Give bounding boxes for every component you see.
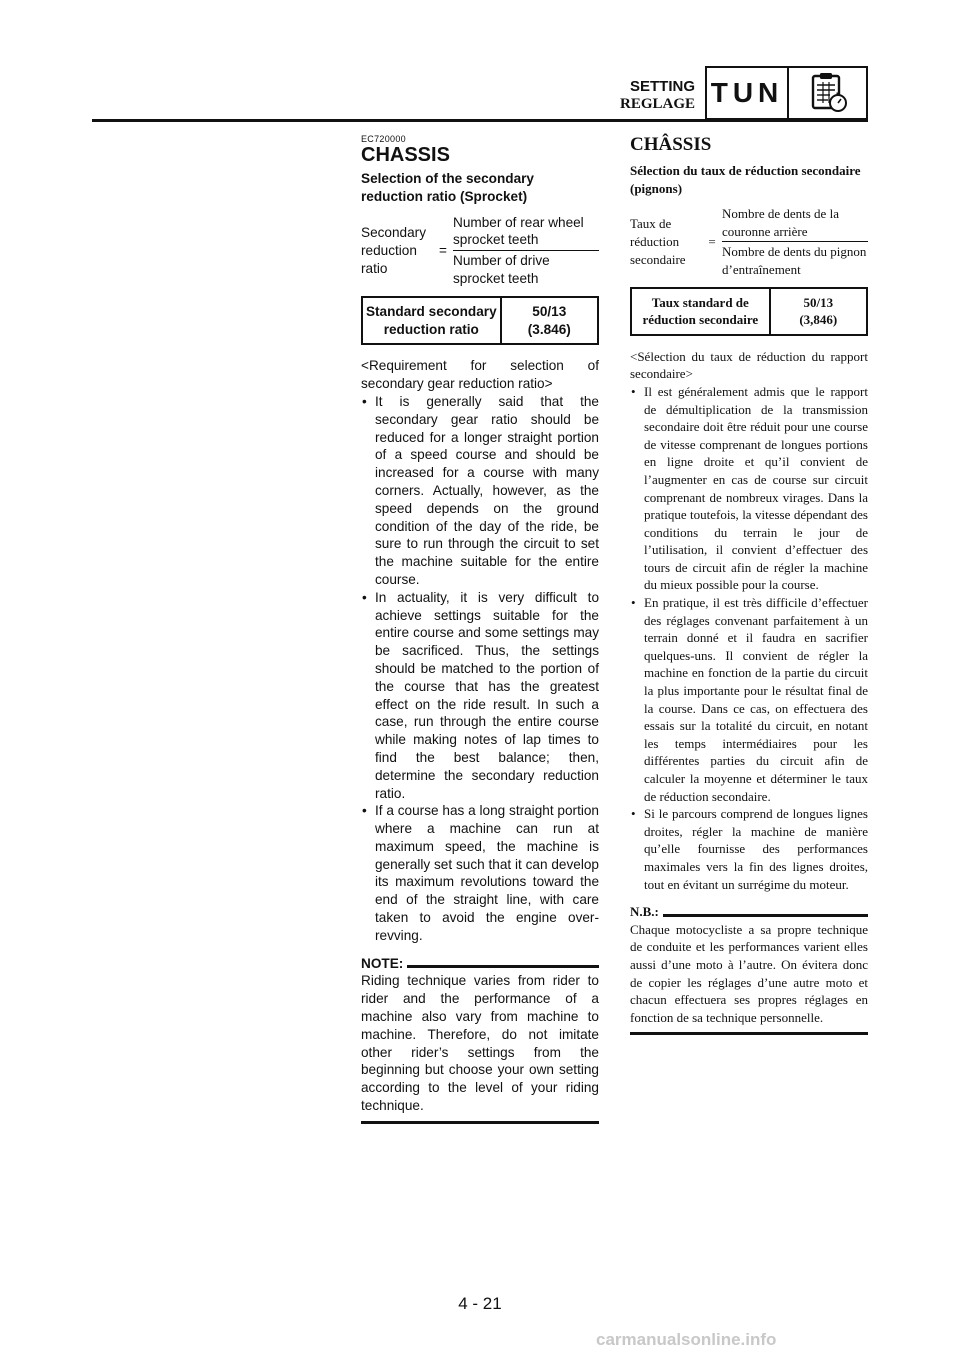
french-column [630,134,868,1035]
list-item: • Il est généralement admis que le rapport de démultiplication de la transmission secondaire doit être réduit pour une course de vitesse comprenant de longues portions en ligne droite et qu’il convient de l’augmenter en cas de course sur circuit comprenant de nombreux virages. Dans la pratique toutefois, la vitesse dépendant des conditions du terrain le jour de l’utilisation, il convient d’effectuer des tours de circuit afin de régler la machine du mieux possible pour la course. [630,383,868,594]
watermark: carmanualsonline.info [596,1330,777,1349]
reduction-ratio-formula [361,214,599,288]
english-column [361,134,599,1124]
formula-fraction-fr [722,205,868,278]
note-rule-fr [663,914,868,917]
tun-label: TUN [710,77,784,108]
spec-label: Standard secondary reduction ratio [363,298,502,344]
bullet-list [361,393,599,945]
note-rule [407,965,599,968]
subsection-title: Selection of the secondary reduction ratio (Sprocket) [361,171,534,204]
spec-value-fr [771,289,866,334]
section-label-reglage: REGLAGE [619,96,695,112]
list-item: • En pratique, il est très difficile d’effectuer des réglages convenant parfaitement à un terrain donné et il faudra en sacrifier quelques-uns. Il convient de régler la machine en fonction de la partie du circuit la plus importante pour le résultat final de la course. Dans ce cas, on effectuera des essais sur la totalité du circuit, en notant les temps intermédiaires pour les différentes parties du circuit afin de calculer la moyenne et déterminer le taux de réduction secondaire. [630,594,868,805]
list-item: • Si le parcours comprend de longues lignes droites, régler la machine de manière qu’elle fournisse des performances maximales vers la fin des lignes droites, tout en évitant un surrégime du moteur. [630,805,868,893]
formula-left-fr: Taux de réduction secondaire [630,216,686,267]
bullet-list-fr [630,383,868,893]
formula-left: Secondary reduction ratio [361,224,426,276]
formula-denominator-fr: Nombre de dents du pignon d’entraînement [722,244,867,277]
list-item: • In actuality, it is very difficult to achieve settings suitable for the entire course and some settings may be sacrificed. Thus, the settings should be matched to the portion of the course that has the greatest effect on the ride result. In such a case, run through the entire course while making notes of lap times to find the best balance; then, determine the secondary reduction ratio. [361,589,599,803]
spec-value-decimal-fr: (3,846) [799,312,838,328]
spec-value-decimal: (3.846) [527,321,571,337]
spec-table-fr [630,287,868,336]
section-label-setting: SETTING [629,78,695,95]
note-end-rule [361,1121,599,1124]
formula-denominator: Number of drive sprocket teeth [453,253,550,286]
formula-equals-fr: = [708,234,716,250]
section-title-fr: CHÂSSIS [630,134,712,155]
requirement-heading-fr: <Sélection du taux de réduction du rapport secondaire> [630,348,868,382]
spec-label-fr: Taux standard de réduction secondaire [632,289,771,334]
note-text-fr: Chaque motocycliste a sa propre technique de conduite et les performances varient elles aussi d’une moto à l’autre. On évitera donc de copier les réglages d’une autre moto et chacun effectuera ses propres réglages en fonction de sa technique personnelle. [630,921,868,1025]
note-header-fr [630,903,868,921]
note-label: NOTE: [361,955,404,971]
list-item: • If a course has a long straight portion where a machine can run at maximum speed, the machine is generally set such that it can develop its maximum revolutions toward the end of the straight line, with care taken to avoid the engine over-revving. [361,802,599,944]
clipboard-stopwatch-icon [789,66,868,120]
tun-tab [705,66,789,120]
formula-equals: = [439,242,447,258]
note-text: Riding technique varies from rider to rider and the performance of a machine also vary from machine to machine. Therefore, do not imitate other rider’s settings from the beginning but choose your own setting according to the level of your riding technique. [361,973,599,1114]
spec-value-fraction: 50/13 [532,303,567,319]
note-header [361,955,599,973]
requirement-heading: <Requirement for selection of secondary gear reduction ratio> [361,358,599,392]
page-number: 4 - 21 [458,1294,502,1313]
header-rule [92,119,868,122]
list-item: • It is generally said that the secondary gear ratio should be reduced for a longer straight portion of a speed course and should be increased for a course with many corners. Actually, however, as the speed depends on the ground condition of the day of the ride, be sure to run through the circuit to set the machine suitable for the entire course. [361,393,599,589]
formula-fraction [453,214,599,288]
section-title: CHASSIS [361,144,450,166]
formula-numerator: Number of rear wheel sprocket teeth [453,214,599,252]
spec-table [361,296,599,346]
note-end-rule-fr [630,1032,868,1035]
formula-numerator-fr: Nombre de dents de la couronne arrière [722,205,868,242]
subsection-title-fr: Sélection du taux de réduction secondaire (pignons) [630,163,861,196]
spec-value [502,298,597,344]
spec-value-fraction-fr: 50/13 [803,294,834,310]
reduction-ratio-formula-fr [630,205,868,278]
note-label-fr: N.B.: [630,904,659,920]
section-code: EC720000 [361,134,406,144]
